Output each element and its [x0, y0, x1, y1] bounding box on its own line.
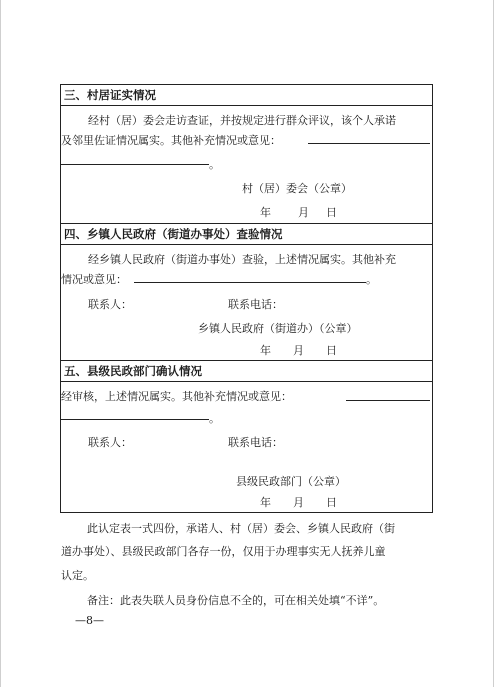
input-line[interactable] — [134, 272, 366, 283]
phone-label: 联系电话： — [228, 436, 283, 449]
section-title: 五、县级民政部门确认情况 — [61, 361, 432, 382]
input-line[interactable] — [308, 133, 430, 144]
body-text: 情况或意见： — [61, 273, 127, 286]
section-title: 三、村居证实情况 — [61, 85, 432, 106]
note-text: 道办事处）、县级民政部门各存一份，仅用于办理事实无人抚养儿童 — [61, 545, 386, 558]
date-month: 年 月 — [260, 344, 304, 357]
body-text: 经审核，上述情况属实。其他补充情况或意见： — [61, 390, 292, 403]
section-title: 四、乡镇人民政府（街道办事处）查验情况 — [61, 224, 432, 245]
punctuation: 。 — [366, 273, 377, 286]
punctuation: 。 — [209, 158, 220, 171]
body-text: 经乡镇人民政府（街道办事处）查验，上述情况属实。其他补充 — [88, 253, 396, 266]
date-month: 月 — [298, 206, 309, 219]
date-year: 年 — [260, 206, 271, 219]
note-text: 认定。 — [61, 569, 94, 582]
body-text: 经村（居）委会走访查证，并按规定进行群众评议，该个人承诺 — [88, 114, 396, 127]
date-month: 年 月 — [260, 496, 304, 509]
date-day: 日 — [326, 206, 337, 219]
input-line[interactable] — [346, 390, 430, 401]
section-county-confirmation — [61, 361, 432, 512]
contact-label: 联系人： — [88, 436, 132, 449]
remark-text: 备注：此表失联人员身份信息不全的，可在相关处填“不详”。 — [87, 594, 385, 607]
date-day: 日 — [326, 344, 337, 357]
contact-label: 联系人： — [88, 298, 132, 311]
page-number: —8— — [75, 614, 104, 627]
section-township-check — [61, 224, 432, 361]
section-village-verification — [61, 85, 432, 224]
seal-label: 村（居）委会（公章） — [242, 182, 352, 195]
phone-label: 联系电话： — [228, 298, 283, 311]
note-text: 此认定表一式四份，承诺人、村（居）委会、乡镇人民政府（街 — [87, 522, 395, 535]
body-text: 及邻里佐证情况属实。其他补充情况或意见： — [61, 134, 281, 147]
input-line[interactable] — [61, 409, 209, 420]
punctuation: 。 — [209, 412, 220, 425]
seal-label: 乡镇人民政府（街道办）（公章） — [198, 322, 358, 335]
seal-label: 县级民政部门（公章） — [236, 475, 346, 488]
input-line[interactable] — [61, 154, 209, 165]
form-table — [60, 84, 433, 513]
date-day: 日 — [326, 496, 337, 509]
